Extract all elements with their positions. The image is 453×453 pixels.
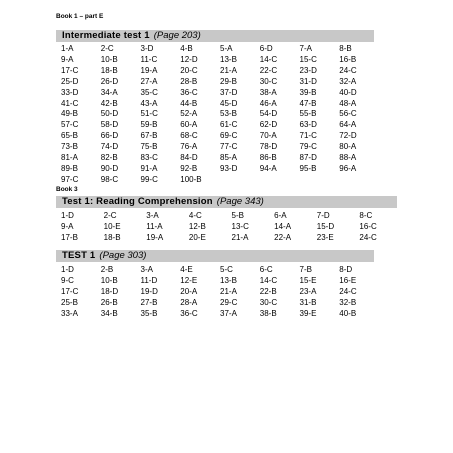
answer-cell: 80-A: [339, 142, 357, 152]
answer-cell: 91-A: [140, 163, 158, 173]
answer-cell: 17-C: [61, 286, 79, 296]
answer-cell: 17-B: [61, 232, 78, 242]
answer-cell: 49-B: [61, 109, 78, 119]
answer-cell: 48-A: [339, 98, 357, 108]
answer-cell: 37-A: [220, 308, 237, 318]
answer-cell: 26-D: [100, 76, 119, 86]
answer-cell: 22-B: [259, 286, 277, 296]
answer-cell: 88-A: [339, 153, 357, 163]
answer-cell: 13-B: [220, 275, 237, 285]
answer-cell: 27-B: [140, 297, 158, 307]
answer-cell: 86-B: [259, 153, 277, 163]
answer-cell: 3-A: [140, 265, 153, 274]
answer-cell: 12-E: [180, 275, 198, 285]
answer-cell: 45-D: [220, 98, 238, 108]
answer-cell: 24-C: [339, 286, 357, 296]
answer-cell: 7-A: [299, 44, 312, 53]
answer-cell: 15-E: [299, 275, 317, 285]
answer-cell: 24-C: [339, 65, 357, 75]
answer-cell: 4-B: [180, 44, 193, 53]
answer-cell: 100-B: [180, 174, 202, 184]
answer-cell: 6-C: [259, 265, 273, 274]
answer-cell: 7-B: [299, 265, 312, 274]
answer-cell: 36-C: [180, 87, 198, 97]
answer-cell: 34-B: [100, 308, 118, 318]
answer-cell: 6-D: [259, 44, 273, 53]
section-title: Intermediate test 1: [62, 30, 150, 41]
answer-cell: 11-A: [146, 221, 163, 231]
answer-cell: 56-C: [339, 109, 357, 119]
answer-cell: 70-A: [259, 131, 277, 141]
answer-cell: 10-E: [103, 221, 121, 231]
answer-cell: 34-A: [100, 87, 118, 97]
section-page-ref: (Page 343): [216, 196, 264, 207]
answer-cell: 33-D: [61, 87, 79, 97]
answer-cell: 54-D: [259, 109, 278, 119]
answer-cell: 23-A: [299, 286, 317, 296]
answer-cell: 85-A: [220, 153, 237, 163]
answer-cell: 76-A: [180, 142, 198, 152]
answer-cell: 36-C: [180, 308, 198, 318]
answer-cell: 29-B: [220, 76, 237, 86]
answer-cell: 41-C: [61, 98, 79, 108]
answer-cell: 18-B: [103, 232, 121, 242]
answer-cell: 14-A: [274, 221, 292, 231]
answer-cell: 18-B: [100, 65, 118, 75]
answer-cell: 90-D: [100, 163, 119, 173]
answer-cell: 40-B: [339, 308, 357, 318]
answer-cell: 12-D: [180, 54, 198, 64]
answer-cell: 55-B: [299, 109, 317, 119]
section-header-test-1: [56, 250, 374, 262]
answer-cell: 43-A: [140, 98, 158, 108]
answer-cell: 5-B: [231, 211, 244, 220]
answer-cell: 14-C: [259, 275, 278, 285]
answer-cell: 22-C: [259, 65, 278, 75]
answer-cell: 8-C: [359, 211, 373, 220]
answer-cell: 14-C: [259, 54, 278, 64]
answer-cell: 25-B: [61, 297, 78, 307]
answer-cell: 10-B: [100, 275, 118, 285]
answer-cell: 21-A: [220, 286, 237, 296]
answer-cell: 35-B: [140, 308, 158, 318]
answer-cell: 3-D: [140, 44, 154, 53]
answer-cell: 22-A: [274, 232, 292, 242]
section-page-ref: (Page 303): [99, 250, 147, 261]
answer-cell: 57-C: [61, 120, 79, 130]
answer-cell: 71-C: [299, 131, 317, 141]
answer-cell: 12-B: [188, 221, 206, 231]
answer-cell: 20-C: [180, 65, 198, 75]
answer-cell: 89-B: [61, 163, 78, 173]
answer-cell: 73-B: [61, 142, 78, 152]
answer-cell: 97-C: [61, 174, 79, 184]
answer-cell: 16-C: [359, 221, 377, 231]
answer-cell: 5-C: [220, 265, 233, 274]
answer-cell: 28-A: [180, 297, 198, 307]
answer-cell: 44-B: [180, 98, 198, 108]
answer-cell: 93-D: [220, 163, 238, 173]
answer-cell: 38-A: [259, 87, 277, 97]
section-title: TEST 1: [62, 250, 96, 261]
answer-cell: 11-C: [140, 54, 158, 64]
answer-cell: 17-C: [61, 65, 79, 75]
answer-cell: 61-C: [220, 120, 238, 130]
answer-cell: 15-C: [299, 54, 317, 64]
answer-cell: 60-A: [180, 120, 198, 130]
answer-cell: 74-D: [100, 142, 119, 152]
answer-cell: 67-B: [140, 131, 158, 141]
answer-cell: 46-A: [259, 98, 277, 108]
answer-cell: 10-B: [100, 54, 118, 64]
answer-grid-reading-comprehension: [56, 211, 397, 244]
answer-cell: 30-C: [259, 297, 278, 307]
answer-cell: 1-D: [61, 265, 74, 274]
answer-cell: 21-A: [231, 232, 249, 242]
answer-cell: 81-A: [61, 153, 78, 163]
answer-cell: 13-C: [231, 221, 249, 231]
answer-cell: 63-D: [299, 120, 317, 130]
answer-cell: 58-D: [100, 120, 119, 130]
answer-cell: 68-C: [180, 131, 198, 141]
answer-cell: 18-D: [100, 286, 119, 296]
answer-cell: 8-B: [339, 44, 352, 53]
answer-cell: 51-C: [140, 109, 158, 119]
answer-cell: 95-B: [299, 163, 317, 173]
answer-cell: 19-D: [140, 286, 158, 296]
answer-cell: 9-A: [61, 54, 74, 64]
answer-cell: 82-B: [100, 153, 118, 163]
answer-cell: 24-C: [359, 232, 377, 242]
answer-cell: 66-D: [100, 131, 119, 141]
answer-grid-test-1: [56, 265, 374, 320]
answer-cell: 37-D: [220, 87, 238, 97]
answer-cell: 99-C: [140, 174, 158, 184]
answer-cell: 79-C: [299, 142, 317, 152]
answer-cell: 5-A: [220, 44, 233, 53]
answer-cell: 39-B: [299, 87, 317, 97]
answer-cell: 13-B: [220, 54, 237, 64]
answer-cell: 42-B: [100, 98, 118, 108]
book3-label: Book 3: [56, 186, 78, 193]
answer-cell: 94-A: [259, 163, 277, 173]
answer-cell: 77-C: [220, 142, 238, 152]
book1-label: Book 1 – part E: [56, 13, 104, 20]
answer-cell: 40-D: [339, 87, 357, 97]
answer-cell: 35-C: [140, 87, 158, 97]
answer-cell: 2-C: [100, 44, 114, 53]
answer-cell: 33-A: [61, 308, 78, 318]
answer-cell: 78-D: [259, 142, 278, 152]
answer-cell: 96-A: [339, 163, 357, 173]
answer-cell: 29-C: [220, 297, 238, 307]
answer-cell: 3-A: [146, 211, 159, 220]
answer-cell: 62-D: [259, 120, 278, 130]
answer-cell: 32-A: [339, 76, 357, 86]
answer-cell: 9-A: [61, 221, 74, 231]
answer-cell: 20-E: [188, 232, 206, 242]
answer-cell: 59-B: [140, 120, 158, 130]
answer-cell: 15-D: [316, 221, 335, 231]
answer-cell: 19-A: [140, 65, 158, 75]
answer-cell: 92-B: [180, 163, 198, 173]
answer-cell: 16-B: [339, 54, 357, 64]
answer-cell: 20-A: [180, 286, 198, 296]
answer-cell: 2-B: [100, 265, 114, 274]
answer-cell: 65-B: [61, 131, 78, 141]
section-title: Test 1: Reading Comprehension: [62, 196, 213, 207]
answer-cell: 83-C: [140, 153, 158, 163]
answer-cell: 30-C: [259, 76, 278, 86]
answer-cell: 38-B: [259, 308, 277, 318]
answer-cell: 1-A: [61, 44, 74, 53]
answer-cell: 6-A: [274, 211, 287, 220]
answer-cell: 4-E: [180, 265, 193, 274]
answer-cell: 23-E: [316, 232, 334, 242]
answer-cell: 31-D: [299, 76, 317, 86]
answer-cell: 53-B: [220, 109, 237, 119]
answer-cell: 69-C: [220, 131, 238, 141]
answer-cell: 25-D: [61, 76, 79, 86]
section-header-intermediate-test: [56, 30, 374, 42]
answer-grid-intermediate-test: [56, 44, 374, 186]
answer-cell: 50-D: [100, 109, 119, 119]
answer-cell: 98-C: [100, 174, 119, 184]
section-header-reading-comprehension: [56, 196, 397, 208]
answer-cell: 1-D: [61, 211, 74, 220]
answer-cell: 19-A: [146, 232, 164, 242]
answer-cell: 72-D: [339, 131, 357, 141]
answer-cell: 7-D: [316, 211, 330, 220]
answer-cell: 84-D: [180, 153, 198, 163]
answer-cell: 16-E: [339, 275, 357, 285]
answer-cell: 39-E: [299, 308, 317, 318]
answer-cell: 2-C: [103, 211, 117, 220]
answer-cell: 4-C: [188, 211, 202, 220]
answer-cell: 52-A: [180, 109, 198, 119]
section-page-ref: (Page 203): [153, 30, 201, 41]
answer-cell: 28-B: [180, 76, 198, 86]
answer-cell: 9-C: [61, 275, 74, 285]
answer-cell: 47-B: [299, 98, 317, 108]
answer-cell: 11-D: [140, 275, 158, 285]
answer-cell: 87-D: [299, 153, 317, 163]
answer-cell: 27-A: [140, 76, 158, 86]
answer-cell: 31-B: [299, 297, 317, 307]
answer-cell: 8-D: [339, 265, 353, 274]
answer-cell: 21-A: [220, 65, 237, 75]
answer-cell: 32-B: [339, 297, 357, 307]
answer-cell: 75-B: [140, 142, 158, 152]
answer-cell: 26-B: [100, 297, 118, 307]
answer-cell: 23-D: [299, 65, 317, 75]
answer-cell: 64-A: [339, 120, 357, 130]
